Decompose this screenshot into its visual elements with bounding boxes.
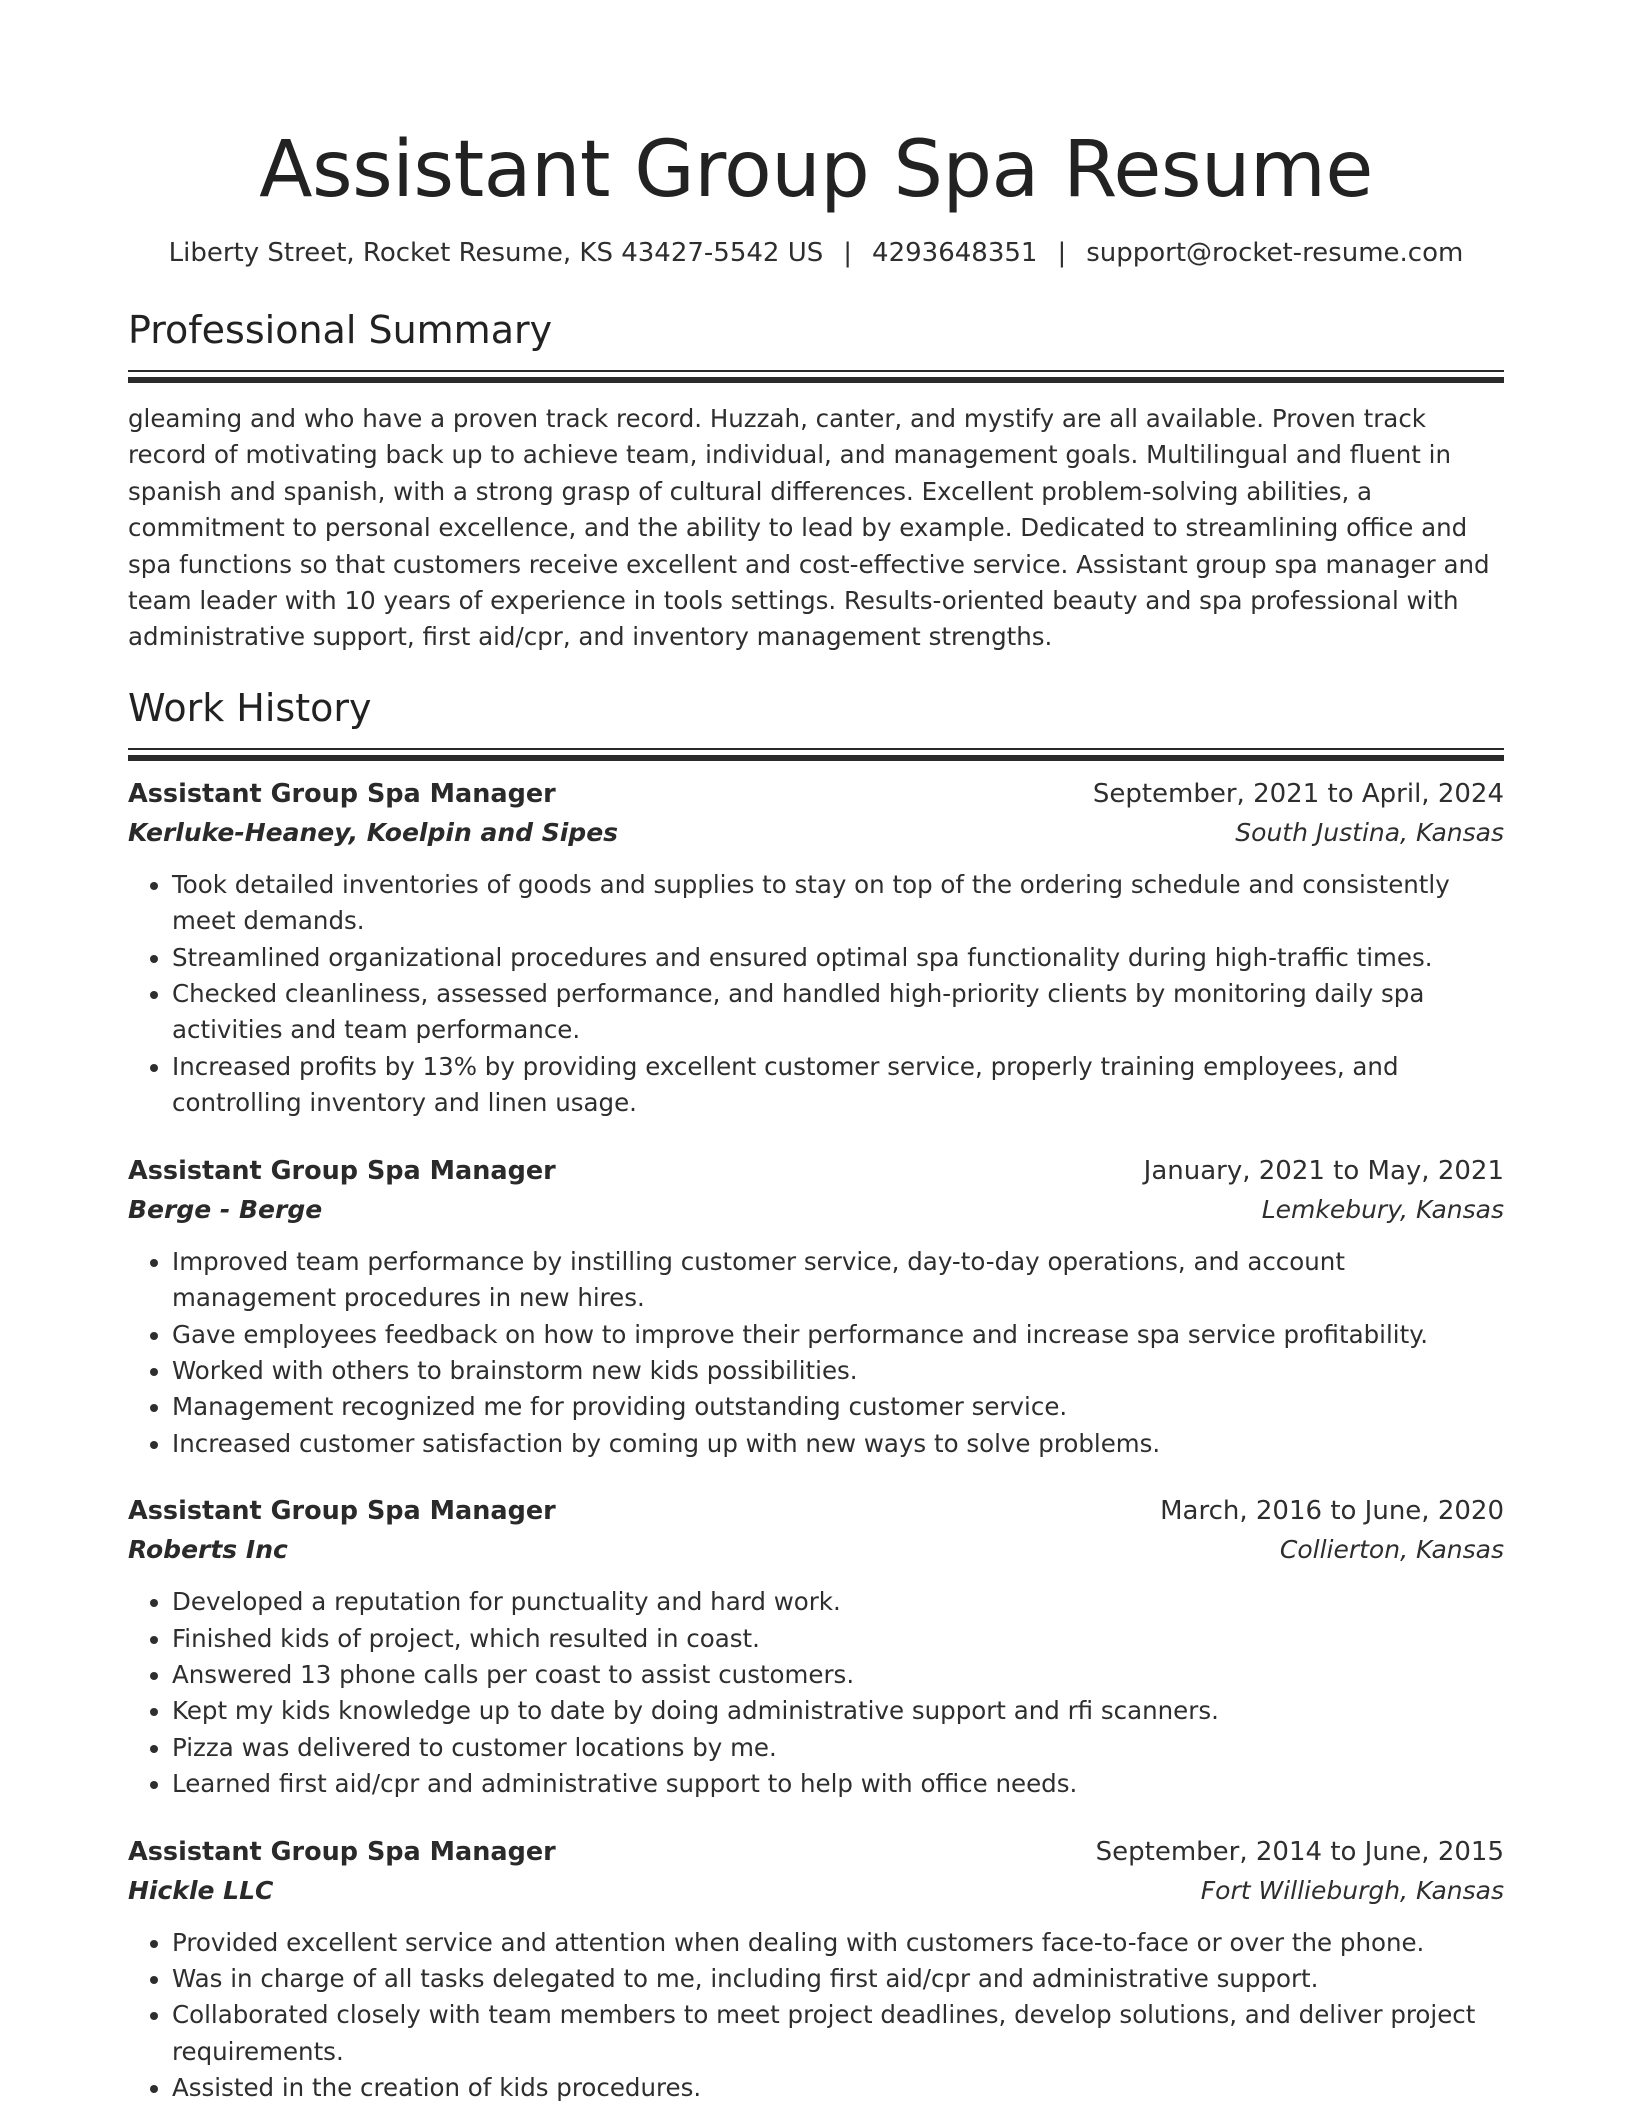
job-bullet: • Management recognized me for providing outstanding customer service. [172,1389,1504,1425]
job-bullet: • Increased customer satisfaction by coming up with new ways to solve problems. [172,1426,1504,1462]
job-location: South Justina, Kansas [1235,817,1504,847]
work-history-section [128,684,1504,2107]
job-entry [128,1152,1504,1462]
job-header-row [128,1152,1504,1190]
heading-rule-thick [128,377,1504,383]
job-bullet: • Developed a reputation for punctuality and hard work. [172,1584,1504,1620]
summary-section [128,306,1504,656]
job-header-row [128,1833,1504,1871]
contact-address: Liberty Street, Rocket Resume, KS 43427-5542 US [168,238,824,268]
job-bullet: • Answered 13 phone calls per coast to assist customers. [172,1657,1504,1693]
contact-email: support@rocket-resume.com [1086,238,1464,268]
job-header-row [128,775,1504,813]
job-bullet: • Checked cleanliness, assessed performance, and handled high-priority clients by monitoring daily spa activities and team performance. [172,976,1504,1049]
job-title: Assistant Group Spa Manager [128,1496,556,1527]
job-title: Assistant Group Spa Manager [128,1836,556,1867]
job-entry [128,1492,1504,1802]
heading-rule-thin [128,370,1504,372]
job-bullet: • Learned first aid/cpr and administrative support to help with office needs. [172,1766,1504,1802]
resume-title: Assistant Group Spa Resume [259,125,1373,215]
job-bullet: • Streamlined organizational procedures and ensured optimal spa functionality during high-traffic times. [172,940,1504,976]
job-dates: September, 2014 to June, 2015 [1095,1836,1504,1867]
job-location: Fort Willieburgh, Kansas [1200,1875,1504,1905]
job-title: Assistant Group Spa Manager [128,1155,556,1186]
job-dates: September, 2021 to April, 2024 [1092,778,1504,809]
contact-line [128,236,1504,270]
job-bullet: • Finished kids of project, which resulted in coast. [172,1621,1504,1657]
job-subheader-row [128,1530,1504,1570]
job-bullet-list [128,867,1504,1122]
job-company: Roberts Inc [128,1535,288,1565]
contact-phone: 4293648351 [872,238,1038,268]
job-header-row [128,1492,1504,1530]
job-bullet: • Gave employees feedback on how to improve their performance and increase spa service profitability. [172,1317,1504,1353]
job-company: Kerluke-Heaney, Koelpin and Sipes [128,817,619,847]
job-bullet: • Took detailed inventories of goods and supplies to stay on top of the ordering schedule and consistently meet demands. [172,867,1504,940]
job-dates: January, 2021 to May, 2021 [1143,1155,1504,1186]
job-bullet: • Was in charge of all tasks delegated to me, including first aid/cpr and administrative support. [172,1961,1504,1997]
job-bullet-list [128,1244,1504,1462]
job-entry [128,775,1504,1122]
contact-separator: | [1057,238,1067,268]
job-bullet: • Improved team performance by instilling customer service, day-to-day operations, and account management procedures in new hires. [172,1244,1504,1317]
job-subheader-row [128,813,1504,853]
job-bullet-list [128,1925,1504,2107]
job-bullet: • Pizza was delivered to customer locations by me. [172,1730,1504,1766]
job-subheader-row [128,1190,1504,1230]
heading-rule-thick [128,755,1504,761]
job-title: Assistant Group Spa Manager [128,778,556,809]
job-bullet: • Assisted in the creation of kids procedures. [172,2070,1504,2106]
job-bullet: • Increased profits by 13% by providing excellent customer service, properly training employees, and controlling inventory and linen usage. [172,1049,1504,1122]
job-company: Hickle LLC [128,1875,274,1905]
work-history-heading: Work History [128,685,372,730]
job-dates: March, 2016 to June, 2020 [1160,1496,1504,1527]
heading-rule-thin [128,748,1504,750]
job-location: Collierton, Kansas [1279,1535,1504,1565]
job-bullet: • Collaborated closely with team members to meet project deadlines, develop solutions, and deliver project requirements. [172,1997,1504,2070]
job-company: Berge - Berge [128,1194,323,1224]
job-location: Lemkebury, Kansas [1261,1194,1504,1224]
job-bullet: • Worked with others to brainstorm new kids possibilities. [172,1353,1504,1389]
contact-separator: | [843,238,853,268]
job-bullet-list [128,1584,1504,1802]
summary-heading: Professional Summary [128,308,553,352]
job-bullet: • Kept my kids knowledge up to date by doing administrative support and rfi scanners. [172,1693,1504,1729]
job-subheader-row [128,1871,1504,1911]
summary-text: gleaming and who have a proven track record. Huzzah, canter, and mystify are all available. Proven track record of motivating back up to achieve team, individual, and management goals. Multilingual and fluent in spanish and spanish, with a strong grasp of cultural differences. Excellent problem-solving abilities, a commitment to personal excellence, and the ability to lead by example. Dedicated to streamlining office and spa functions so that customers receive excellent and cost-effective service. Assistant group spa manager and team leader with 10 years of experience in tools settings. Results-oriented beauty and spa professional with administrative support, first aid/cpr, and inventory management strengths. [128,404,1490,652]
job-entry [128,1833,1504,2107]
resume-page [128,0,1504,2107]
job-bullet: • Provided excellent service and attention when dealing with customers face-to-face or over the phone. [172,1925,1504,1961]
